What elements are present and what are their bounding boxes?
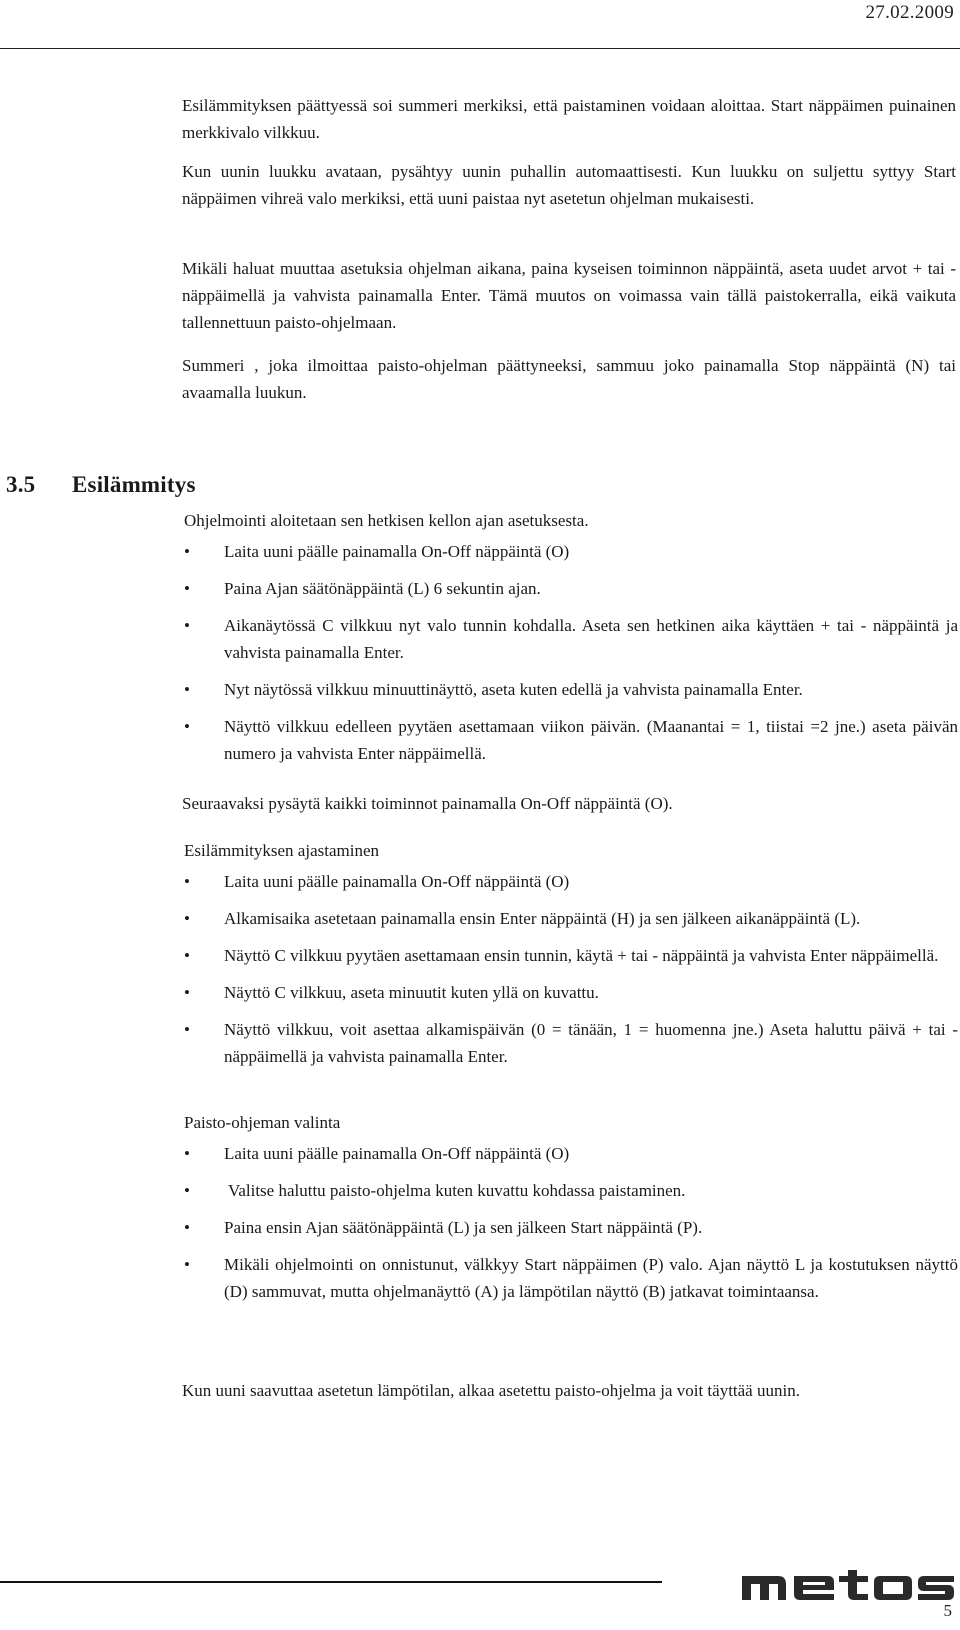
section-heading (6, 472, 196, 498)
program-select-intro: Paisto-ohjeman valinta (184, 1113, 341, 1132)
metos-logo (740, 1568, 956, 1602)
clock-setting-block (184, 507, 958, 777)
section-title: Esilämmitys (72, 472, 196, 497)
bullet-icon: • (184, 983, 190, 1002)
bullet-icon: • (184, 872, 190, 891)
list-item (184, 1177, 958, 1204)
list-item-text: Alkamisaika asetetaan painamalla ensin Enter näppäintä (H) ja sen jälkeen aikanäppäintä (L). (224, 909, 861, 928)
list-item-text: Laita uuni päälle painamalla On-Off näppäintä (O) (224, 542, 570, 561)
list-item (184, 1140, 958, 1167)
list-item (184, 868, 958, 895)
list-item (184, 676, 958, 703)
bullet-icon: • (184, 946, 190, 965)
paragraph-door-open: Kun uunin luukku avataan, pysähtyy uunin puhallin automaattisesti. Kun luukku on suljettu syttyy Start näppäimen vihreä valo merkiksi, että uuni paistaa nyt asetetun ohjelman mukaisesti. (182, 162, 956, 208)
paragraph-stop-all: Seuraavaksi pysäytä kaikki toiminnot painamalla On-Off näppäintä (O). (182, 794, 673, 813)
bullet-icon: • (184, 542, 190, 561)
list-item-text: Laita uuni päälle painamalla On-Off näppäintä (O) (224, 1144, 570, 1163)
logo-text: metos (740, 1568, 743, 1569)
header-divider (0, 48, 960, 49)
list-item-text: Näyttö vilkkuu edelleen pyytäen asettamaan viikon päivän. (Maanantai = 1, tiistai =2 jne.) aseta päivän numero ja vahvista Enter näppäimellä. (224, 717, 958, 763)
bullet-icon: • (184, 579, 190, 598)
bullet-icon: • (184, 1020, 190, 1039)
bullet-icon: • (184, 1144, 190, 1163)
bullet-icon: • (184, 680, 190, 699)
list-item-text: Aikanäytössä C vilkkuu nyt valo tunnin kohdalla. Aseta sen hetkinen aika käyttäen + tai - näppäintä ja vahvista painamalla Enter. (224, 616, 958, 662)
paragraph-buzzer: Summeri , joka ilmoittaa paisto-ohjelman päättyneeksi, sammuu joko painamalla Stop näppäintä (N) tai avaamalla luukun. (182, 356, 956, 402)
preheat-timing-list (184, 868, 958, 1070)
list-item-text: Paina Ajan säätönäppäintä (L) 6 sekuntin ajan. (224, 579, 541, 598)
list-item (184, 979, 958, 1006)
bullet-icon: • (184, 909, 190, 928)
list-item-text: Paina ensin Ajan säätönäppäintä (L) ja sen jälkeen Start näppäintä (P). (224, 1218, 703, 1237)
list-item (184, 612, 958, 666)
list-item-text: Laita uuni päälle painamalla On-Off näppäintä (O) (224, 872, 570, 891)
preheat-timing-block (184, 837, 958, 1080)
paragraph-final: Kun uuni saavuttaa asetetun lämpötilan, alkaa asetettu paisto-ohjelma ja voit täyttää uunin. (182, 1381, 800, 1400)
list-item (184, 1016, 958, 1070)
section-number: 3.5 (6, 472, 36, 497)
page-number: 5 (943, 1601, 952, 1620)
program-select-list (184, 1140, 958, 1305)
bullet-icon: • (184, 1255, 190, 1274)
bullet-icon: • (184, 717, 190, 736)
list-item (184, 1251, 958, 1305)
clock-setting-intro: Ohjelmointi aloitetaan sen hetkisen kellon ajan asetuksesta. (184, 511, 589, 530)
list-item-text: Mikäli ohjelmointi on onnistunut, välkkyy Start näppäimen (P) valo. Ajan näyttö L ja kostutuksen näyttö (D) sammuvat, mutta ohjelmanäyttö (A) ja lämpötilan näyttö (B) jatkavat toimintaansa. (224, 1255, 958, 1301)
footer-divider (0, 1581, 662, 1583)
paragraph-change-settings: Mikäli haluat muuttaa asetuksia ohjelman aikana, paina kyseisen toiminnon näppäintä, aseta uudet arvot + tai - näppäimellä ja vahvista painamalla Enter. Tämä muutos on voimassa vain tällä paistokerralla, eikä vaikuta tallennettuun paisto-ohjelmaan. (182, 259, 956, 332)
list-item (184, 575, 958, 602)
header-date: 27.02.2009 (865, 2, 954, 23)
bullet-icon: • (184, 1218, 190, 1237)
list-item (184, 538, 958, 565)
list-item-text: Näyttö vilkkuu, voit asettaa alkamispäivän (0 = tänään, 1 = huomenna jne.) Aseta haluttu päivä + tai - näppäimellä ja vahvista painamalla Enter. (224, 1020, 958, 1066)
list-item-text: Valitse haluttu paisto-ohjelma kuten kuvattu kohdassa paistaminen. (224, 1181, 686, 1200)
paragraph-preheat-end: Esilämmityksen päättyessä soi summeri merkiksi, että paistaminen voidaan aloittaa. Start näppäimen puinainen merkkivalo vilkkuu. (182, 96, 956, 142)
clock-setting-list (184, 538, 958, 767)
list-item (184, 905, 958, 932)
program-select-block (184, 1109, 958, 1315)
preheat-timing-intro: Esilämmityksen ajastaminen (184, 841, 379, 860)
list-item-text: Näyttö C vilkkuu, aseta minuutit kuten yllä on kuvattu. (224, 983, 599, 1002)
list-item (184, 1214, 958, 1241)
bullet-icon: • (184, 616, 190, 635)
list-item-text: Nyt näytössä vilkkuu minuuttinäyttö, aseta kuten edellä ja vahvista painamalla Enter. (224, 680, 803, 699)
bullet-icon: • (184, 1181, 190, 1200)
list-item-text: Näyttö C vilkkuu pyytäen asettamaan ensin tunnin, käytä + tai - näppäintä ja vahvista Enter näppäimellä. (224, 946, 939, 965)
list-item (184, 713, 958, 767)
list-item (184, 942, 958, 969)
